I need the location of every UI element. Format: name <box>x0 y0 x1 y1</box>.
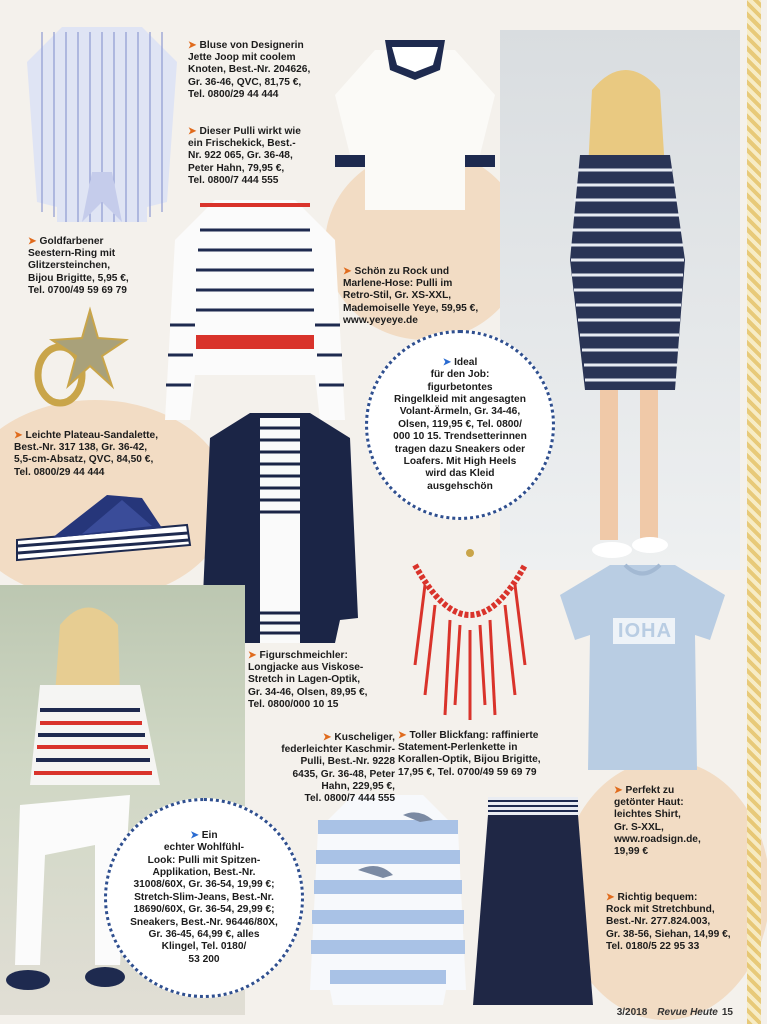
ahoi-print: AHOI <box>613 618 675 644</box>
magazine-brand: Revue Heute <box>657 1007 718 1018</box>
caption-arrow-icon: ➤ <box>322 732 332 743</box>
coral-necklace-image <box>395 545 545 730</box>
caption-arrow-icon: ➤ <box>188 126 197 137</box>
callout-ideal: ➤ Ideal für den Job: figurbetontes Ringelkleid mit angesagten Volant-Ärmeln, Gr. 34-46, Olsen, 119,95 €, Tel. 0800/ 000 10 15. Trendsetterinnen tragen dazu Sneakers oder Loafers. Mit High Heels wird das Kleid ausgehschön <box>365 330 555 520</box>
caption-arrow-icon: ➤ <box>398 730 407 741</box>
page-number: 15 <box>721 1007 733 1018</box>
cashmere-pullover-image <box>308 790 468 1015</box>
ahoi-tshirt-image <box>555 560 730 780</box>
caption-arrow-icon: ➤ <box>188 40 197 51</box>
caption-arrow-icon: ➤ <box>248 650 257 661</box>
striped-pullover-image <box>160 195 350 430</box>
caption-ring: ➤ Goldfarbener Seestern-Ring mit Glitzersteinchen, Bijou Brigitte, 5,95 €, Tel. 0700/49 59 69 79 <box>28 236 129 296</box>
caption-arrow-icon: ➤ <box>190 829 202 841</box>
retro-pullover-image <box>330 35 500 220</box>
blouse-image <box>22 22 182 237</box>
caption-pulli-frische: ➤ Dieser Pulli wirkt wie ein Frischekick, Best.- Nr. 922 065, Gr. 36-48, Peter Hahn, 79,95 €, Tel. 0800/7 444 555 <box>188 126 301 186</box>
navy-skirt-image <box>468 795 598 1015</box>
issue-number: 3/2018 <box>616 1007 648 1018</box>
caption-retro: ➤ Schön zu Rock und Marlene-Hose: Pulli im Retro-Stil, Gr. XS-XXL, Mademoiselle Yeye, 59,95 €, www.yeyeye.de <box>343 266 479 326</box>
caption-rock: ➤ Richtig bequem: Rock mit Stretchbund, Best.-Nr. 277.824.003, Gr. 38-56, Siehan, 14,99 €, Tel. 0180/5 22 95 33 <box>606 892 731 952</box>
page-footer <box>617 1007 733 1018</box>
starfish-ring-image <box>30 300 130 415</box>
caption-arrow-icon: ➤ <box>442 356 455 368</box>
caption-arrow-icon: ➤ <box>14 430 23 441</box>
caption-bluse: ➤ Bluse von Designerin Jette Joop mit coolem Knoten, Best.-Nr. 204626, Gr. 36-46, QVC, 81,75 €, Tel. 0800/29 44 444 <box>188 40 311 100</box>
caption-jacke: ➤ Figurschmeichler: Longjacke aus Viskose- Stretch in Lagen-Optik, Gr. 34-46, Olsen, 89,95 €, Tel. 0800/000 10 15 <box>248 650 368 710</box>
caption-arrow-icon: ➤ <box>343 266 352 277</box>
gold-rope-decoration <box>747 0 761 1024</box>
model-photo-dress <box>500 30 740 570</box>
caption-arrow-icon: ➤ <box>28 236 37 247</box>
caption-arrow-icon: ➤ <box>614 785 623 796</box>
caption-shirt: ➤ Perfekt zu getönter Haut: leichtes Shirt, Gr. S-XXL, www.roadsign.de, 19,99 € <box>614 785 701 858</box>
caption-arrow-icon: ➤ <box>606 892 615 903</box>
caption-sandale: ➤ Leichte Plateau-Sandalette, Best.-Nr. 317 138, Gr. 36-42, 5,5-cm-Absatz, QVC, 84,50 €, Tel. 0800/29 44 444 <box>14 430 159 478</box>
callout-wohlfuehl: ➤ Ein echter Wohlfühl- Look: Pulli mit Spitzen- Applikation, Best.-Nr. 31008/60X, Gr. 36-54, 19,99 €; Stretch-Slim-Jeans, Best.-Nr. 18690/60X, Gr. 36-54, 29,99 €; Sneakers, Best.-Nr. 96446/80X, Gr. 36-45, 64,99 €, alles Klingel, Tel. 0180/ 53 200 <box>104 798 304 998</box>
sandal-image <box>12 490 197 575</box>
caption-kette: ➤ Toller Blickfang: raffinierte Statement-Perlenkette in Korallen-Optik, Bijou Brigitte, 17,95 €, Tel. 0700/49 59 69 79 <box>398 730 541 778</box>
caption-kaschmir: ➤ Kuscheliger, federleichter Kaschmir- Pulli, Best.-Nr. 9228 6435, Gr. 36-48, Peter Hahn, 229,95 €, Tel. 0800/7 444 555 <box>281 732 395 805</box>
